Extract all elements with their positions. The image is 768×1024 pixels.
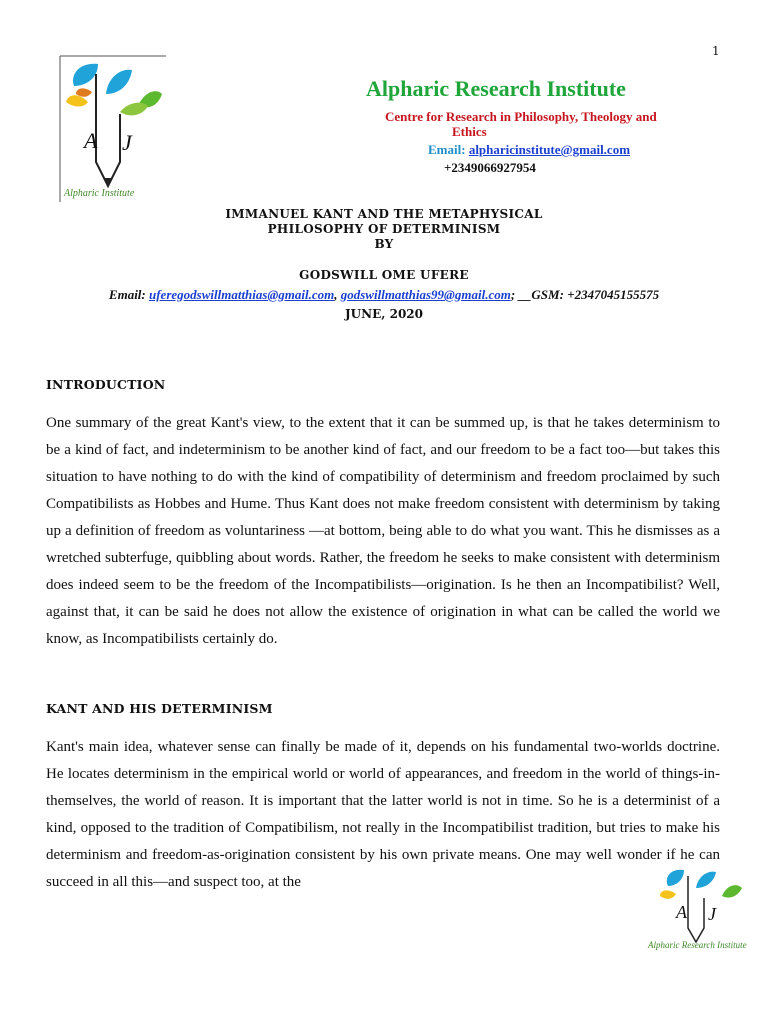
logo-emblem-icon <box>58 54 166 202</box>
institute-email-label: Email: <box>428 142 469 157</box>
logo-caption: Alpharic Institute <box>64 188 135 199</box>
footer-logo <box>640 858 760 954</box>
centre-line-2: Ethics <box>452 124 487 139</box>
footer-logo-letter-a: A <box>676 902 687 922</box>
author-email-label: Email: <box>108 287 149 302</box>
institute-logo <box>58 54 166 202</box>
title-line-2: PHILOSOPHY OF DETERMINISM <box>267 222 501 236</box>
institute-phone: +2349066927954 <box>444 160 536 175</box>
institute-email-link[interactable]: alpharicinstitute@gmail.com <box>468 142 631 157</box>
author-contact <box>0 287 768 303</box>
footer-logo-letter-j: J <box>708 904 716 924</box>
heading-kant-determinism: KANT AND HIS DETERMINISM <box>46 701 273 716</box>
author-name: GODSWILL OME UFERE <box>299 268 469 282</box>
footer-logo-emblem-icon <box>640 858 760 954</box>
paragraph-introduction: One summary of the great Kant's view, to the extent that it can be summed up, is that he takes determinism to be a kind of fact, and indeterminism to be another kind of fact, and our freedom to be a fact too—but takes this situation to have nothing to do with the kind of compatibility of determinism and freedom proclaimed by such Compatibilists as Hobbes and Hume. Thus Kant does not make freedom consistent with determinism by taking up a definition of freedom as voluntariness —at bottom, being able to do what you want. This he dismisses as a wretched subterfuge, quibbling about words. Rather, the freedom he seeks to make consistent with determinism does indeed seem to be the freedom of the Incompatibilists—origination. Is he then an Incompatibilist? Well, against that, it can be said he does not allow the existence of origination in what can be called the world we know, as Incompatibilists certainly do. <box>46 415 720 647</box>
institute-name: Alpharic Research Institute <box>366 76 626 101</box>
paper-title-block <box>0 207 768 283</box>
author-email-link-1[interactable]: uferegodswillmatthias@gmail.com <box>149 287 335 302</box>
author-gsm: ; __GSM: +2347045155575 <box>510 287 660 302</box>
title-line-1: IMMANUEL KANT AND THE METAPHYSICAL <box>225 207 543 221</box>
institute-email <box>428 142 630 158</box>
paper-date: JUNE, 2020 <box>344 307 423 321</box>
page-number: 1 <box>712 44 720 58</box>
logo-letter-j: J <box>122 130 132 155</box>
centre-line-1: Centre for Research in Philosophy, Theology and <box>385 109 657 124</box>
logo-letter-a: A <box>84 128 98 153</box>
paragraph-kant-determinism: Kant's main idea, whatever sense can finally be made of it, depends on his fundamental two-worlds doctrine. He locates determinism in the empirical world or world of appearances, and freedom in the world of things-in-themselves, the world of reason. It is important that the latter world is not in time. So he is a determinist of a kind, opposed to the tradition of Compatibilism, not really in the Incompatibilist tradition, but tries to make his determinism and freedom-as-origination consistent by his own private means. One may well wonder if he can succeed in all this—and suspect too, at the <box>46 739 720 890</box>
institute-centre <box>385 109 725 139</box>
title-by: BY <box>374 237 394 251</box>
footer-logo-caption: Alpharic Research Institute <box>648 940 747 950</box>
author-email-separator: , <box>334 287 341 302</box>
heading-introduction: INTRODUCTION <box>46 377 166 392</box>
author-email-link-2[interactable]: godswillmatthias99@gmail.com <box>340 287 511 302</box>
